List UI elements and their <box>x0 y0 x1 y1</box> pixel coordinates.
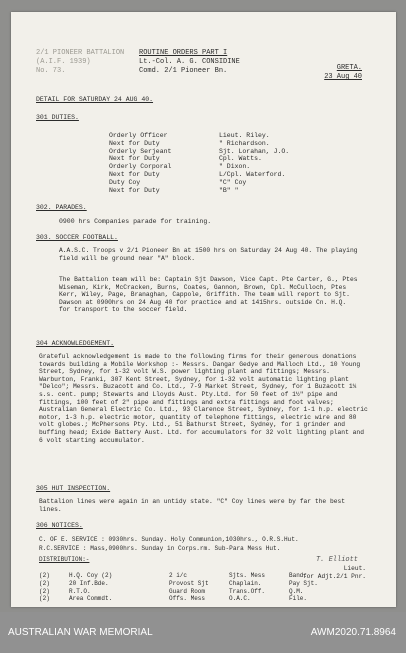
order-title: ROUTINE ORDERS PART I <box>139 49 228 57</box>
distribution-row <box>39 580 318 588</box>
section-title: 302. PARADES. <box>36 204 87 211</box>
dist-cell: File. <box>289 595 308 603</box>
section-title: 303. SOCCER FOOTBALL. <box>36 234 118 241</box>
dist-cell: Area Commdt. <box>69 595 113 603</box>
duty-name: L/Cpl. Waterford. <box>219 170 286 178</box>
duty-name: "C" Coy <box>219 178 247 186</box>
distribution-row <box>39 572 318 580</box>
signature-rank: Lieut. <box>343 565 366 572</box>
order-title-block <box>139 49 289 76</box>
dist-cell: (2) <box>39 572 50 579</box>
duty-role: Next for Duty <box>109 155 160 163</box>
institution-name: AUSTRALIAN WAR MEMORIAL <box>8 627 153 638</box>
signature-appointment: for Adjt.2/1 Pnr. <box>302 572 366 580</box>
duty-row <box>109 179 359 187</box>
duty-role: Next for Duty <box>109 186 160 194</box>
dist-cell: Offs. Mess <box>169 595 206 603</box>
duties-list <box>109 132 359 194</box>
dist-cell: H.Q. Coy (2) <box>69 572 113 579</box>
distribution-row <box>39 588 318 596</box>
archive-footer <box>0 612 406 653</box>
duty-name: Sjt. Lorahan, J.O. <box>219 147 290 155</box>
document-page <box>11 12 396 607</box>
duty-role: Orderly Officer <box>109 132 168 139</box>
section-title: 301 DUTIES. <box>36 114 79 121</box>
dist-cell: O.A.C. <box>229 595 251 603</box>
section-text: The Battalion team will be: Captain Sjt Dawson, Vice Capt. Pte Carter, G., Ptes Wiseman, Kirk, McCracken, Burns, Coates, Gannon, Brown, Cpl. McCulloch, Ptes Kerr, Wiley, Page, Branaghan, Cappole, Griffith. The team will report to Sjt. Dawson at 0900hrs on 24 Aug 40 for practice and at 1415hrs. outside Cn. H.Q. for transport to the soccer field. <box>59 276 358 314</box>
detail-heading: DETAIL FOR SATURDAY 24 AUG 40. <box>36 96 154 103</box>
dist-cell: R.T.O. <box>69 587 91 595</box>
section-text: Battalion lines were again in an untidy state. "C" Coy lines were by far the best lines. <box>39 498 346 513</box>
dist-cell: 2 i/c <box>169 572 188 579</box>
duty-row <box>109 163 359 171</box>
header-left-line: (A.I.F. 1939) <box>36 58 91 66</box>
duty-name: Lieut. Riley. <box>219 132 270 139</box>
duty-row <box>109 187 359 195</box>
section-text: Grateful acknowledgement is made to the following firms for their generous donations towards building a Mobile Workshop :- Messrs. Dangar Gedye and Malloch Ltd., 10 Young Street, Sydney, for 1-32 volt W.S. power lighting plant and fittings; Messrs. Warburton, Franki, 307 Kent Street, Sydney, for 1-32 volt automatic lighting plant "Delco"; Messrs. Buzacott and Co. Ltd., 7-9 Market Street, Sydney, for 1 Buzacott 1¼ s.s. cent. pump; Stewarts and Lloyds Aust. Pty.Ltd. for 50 feet of 1½" pipe and fittings, 100 feet of 2" pipe and fittings and extra fittings and foot valves; Australian General Electric Co. Ltd., 93 Clarence Street, Sydney, for 1-1 h.p. electric motor, 1-3 h.p. electric motor, quantity of telephone fittings, electric wire and 80 volt globes.; McPhersons Pty. Ltd., 51 Bathurst Street, Sydney, for 1 grinder and buffing head; Exide Battery Aust. Ltd. for accumulators for 32 volt lighting plant and 6 volt starting accumulator. <box>39 353 368 444</box>
duty-row <box>109 171 359 179</box>
place: GRETA. <box>336 64 362 72</box>
duty-name: "B" " <box>219 186 239 194</box>
order-number: No. 73. <box>36 67 66 75</box>
dist-cell: Sjts. Mess <box>229 572 266 579</box>
distribution-list <box>39 572 318 603</box>
unit-header <box>36 49 124 76</box>
duty-role: Duty Coy <box>109 178 141 186</box>
section-title: 304 ACKNOWLEDGEMENT. <box>36 340 115 347</box>
notice-line: C. OF E. SERVICE : 0930hrs. Sunday. Holy Communion,1030hrs., O.R.S.Hut. <box>39 536 299 543</box>
duty-role: Orderly Serjeant <box>109 147 172 155</box>
duty-role: Next for Duty <box>109 139 160 147</box>
section-text: 0900 hrs Companies parade for training. <box>59 218 212 225</box>
duty-row <box>109 132 359 140</box>
distribution-row <box>39 595 318 603</box>
section-title: 305 HUT INSPECTION. <box>36 485 111 492</box>
dist-cell: Provost Sjt <box>169 579 209 587</box>
dist-cell: Pay Sjt. <box>289 579 318 587</box>
section-title: 306 NOTICES. <box>36 522 83 529</box>
date: 23 Aug 40 <box>324 73 362 81</box>
dist-cell: Q.M. <box>289 587 304 595</box>
dist-cell: (2) <box>39 595 50 603</box>
duty-row <box>109 155 359 163</box>
dist-cell: (2) <box>39 579 50 587</box>
duty-row <box>109 140 359 148</box>
notice-line: R.C.SERVICE : Mass,0900hrs. Sunday in Corps.rm. Sub-Para Mess Hut. <box>39 545 281 552</box>
dist-cell: Trans.Off. <box>229 587 266 595</box>
duty-name: " Dixon. <box>219 163 251 171</box>
signature: T. Elliott <box>315 556 358 564</box>
command-line: Comd. 2/1 Pioneer Bn. <box>139 67 228 75</box>
header-left-line: 2/1 PIONEER BATTALION <box>36 49 125 57</box>
section-text: A.A.S.C. Troops v 2/1 Pioneer Bn at 1500 hrs on Saturday 24 Aug 40. The playing field will be ground near "A" block. <box>59 247 358 262</box>
dist-cell: Guard Room <box>169 587 206 595</box>
dist-cell: Band. <box>289 572 308 579</box>
place-date-block <box>324 64 362 82</box>
duty-role: Next for Duty <box>109 170 160 178</box>
distribution-title: DISTRIBUTION:- <box>39 556 90 563</box>
duty-name: Cpl. Watts. <box>219 155 262 163</box>
dist-cell: 20 Inf.Bde. <box>69 579 109 587</box>
duty-role: Orderly Corporal <box>109 163 172 171</box>
dist-cell: (2) <box>39 587 50 595</box>
duty-name: " Richardson. <box>219 139 270 147</box>
commander-line: Lt.-Col. A. G. CONSIDINE <box>139 58 240 66</box>
dist-cell: Chaplain. <box>229 579 262 587</box>
duty-row <box>109 148 359 156</box>
accession-number: AWM2020.71.8964 <box>310 627 396 638</box>
